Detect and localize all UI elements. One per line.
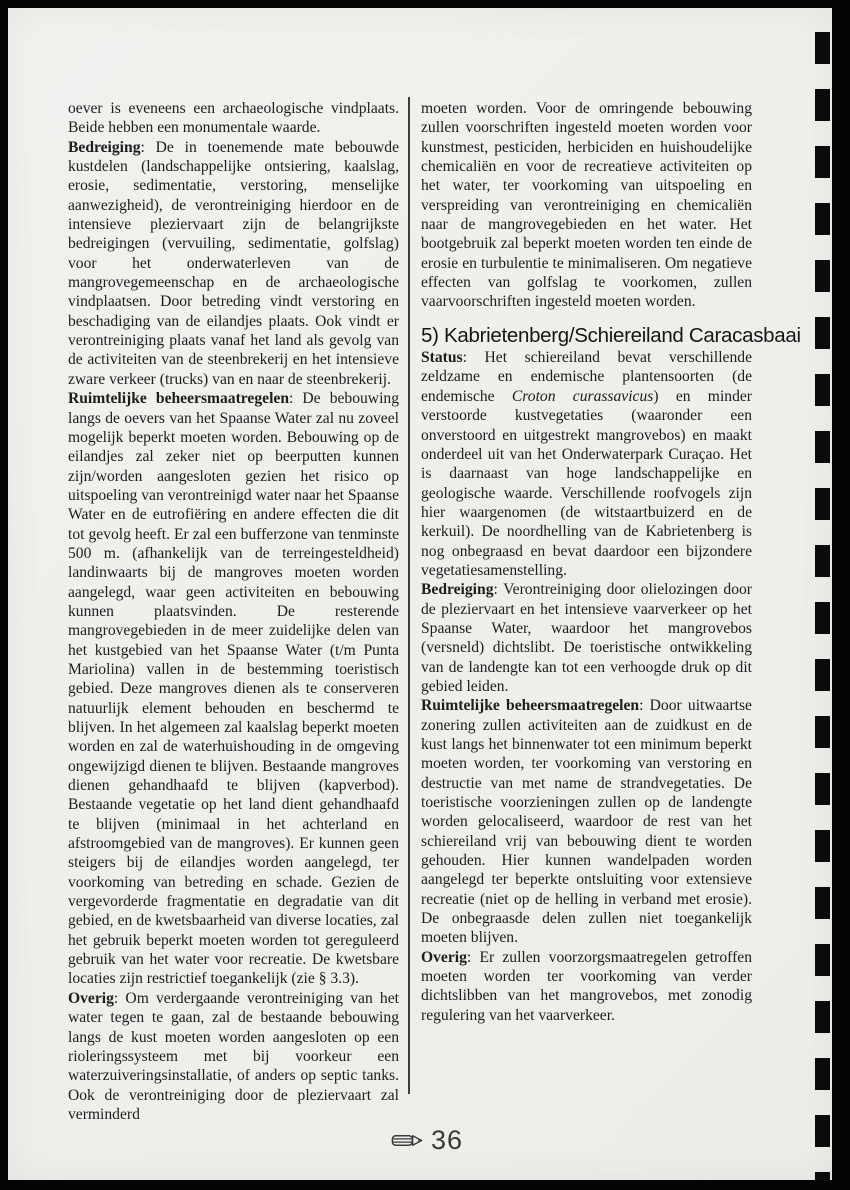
page-number: 36 <box>430 1125 464 1155</box>
paragraph-text: ) en minder verstoorde kustvegetaties (waaronder een onverstoord en uitgestrekt mangrovebos) en maakt onderdeel uit van het Onderwaterpark Curaçao. Het is daarnaast van hoge landschappelijke en geologische waarde. Verschillende roofvogels zijn hier waargenomen (de witstaartbuizerd en de kerkuil). De noordhelling van de Kabrietenberg is nog onbegraasd en bevat daardoor een bijzondere vegetatiesamenstelling. <box>421 387 752 579</box>
binding-marks <box>815 32 830 1180</box>
species-name: Croton curassavicus <box>511 387 654 405</box>
right-column <box>421 99 801 1025</box>
paragraph-beheersmaatregelen <box>421 696 752 947</box>
paragraph-label: Overig <box>421 948 467 966</box>
paragraph-text: : Door uitwaartse zonering zullen activiteiten aan de zuidkust en de kust langs het binnenwater tot een minimum beperkt moeten worden, ter voorkoming van verstoring en destructie van met name de strandvegetaties. De toeristische voorzieningen zullen op de landengte worden gelocaliseerd, waardoor de rest van het schiereiland vrij van bebouwing dient te worden gehouden. Hier kunnen wandelpaden worden aangelegd ter beperkte ontsluiting voor extensieve recreatie (niet op de helling in verband met erosie). De onbegraasde delen zullen niet toegankelijk moeten blijven. <box>421 697 752 947</box>
paragraph-label: Status <box>421 349 463 367</box>
paragraph-overig <box>421 948 752 1025</box>
paragraph-label: Ruimtelijke beheersmaatregelen <box>68 390 289 408</box>
paragraph-continuation <box>68 99 399 138</box>
paragraph-text: : Verontreiniging door olielozingen door de pleziervaart en het intensieve vaarverkeer op het Spaanse Water, waardoor het mangrovebos (versneld) dichtslibt. De toeristische ontwikkeling van de landengte kan tot een verhoogde druk op dit gebied leiden. <box>421 581 752 695</box>
document-page <box>8 8 832 1180</box>
paragraph-label: Bedreiging <box>421 581 494 599</box>
paragraph-overig <box>68 989 399 1124</box>
paragraph-text: oever is eveneens een archaeologische vindplaats. Beide hebben een monumentale waarde. <box>68 100 399 137</box>
paragraph-text: moeten worden. Voor de omringende bebouwing zullen voorschriften ingesteld moeten worden voor kunstmest, pesticiden, herbiciden en huishoudelijke chemicaliën en voor de recreatieve activiteiten op het water, ter voorkoming van uitspoeling en verspreiding van verontreiniging en chemicaliën naar de mangrovegebieden en het water. Het bootgebruik zal beperkt moeten worden ten einde de erosie en turbulentie te minimaliseren. Om negatieve effecten van golfslag te voorkomen, zullen vaarvoorschriften ingesteld moeten worden. <box>421 100 752 311</box>
pencil-icon <box>391 1132 423 1149</box>
paragraph-beheersmaatregelen <box>68 389 399 989</box>
left-column <box>68 99 399 1124</box>
section-heading: 5) Kabrietenberg/Schiereiland Caracasbaai <box>421 323 801 347</box>
page-footer <box>8 1125 832 1156</box>
paragraph-bedreiging <box>421 580 752 696</box>
paragraph-text: : Er zullen voorzorgsmaatregelen getroffen moeten worden ter voorkoming van verder dichtslibben van het mangrovebos, met zonodig regulering van het vaarverkeer. <box>421 948 752 1024</box>
paragraph-status <box>421 348 752 580</box>
paragraph-bedreiging <box>68 138 399 389</box>
paragraph-continuation <box>421 99 752 312</box>
paragraph-text: : Om verdergaande verontreiniging van het water tegen te gaan, zal de bestaande bebouwing langs de kust moeten worden aangesloten op een rioleringssysteem met bij voorkeur een waterzuiveringsinstallatie, of anders op septic tanks. Ook de verontreiniging door de pleziervaart zal verminderd <box>68 989 399 1123</box>
paragraph-label: Overig <box>68 989 114 1007</box>
paragraph-text: : De in toenemende mate bebouwde kustdelen (landschappelijke ontsiering, kaalslag, erosie, sedimentatie, verstoring, menselijke aanwezigheid), de verontreiniging hierdoor en de intensieve pleziervaart zijn de belangrijkste bedreigingen (vervuiling, sedimentatie, golfslag) voor het onderwaterleven van de mangrovegemeenschap en de archaeologische vindplaatsen. Door betreding vindt verstoring en beschadiging van de eilandjes plaats. Ook vindt er verontreiniging plaats vanaf het land als gevolg van de activiteiten van de steenbrekerij en het intensieve zware verkeer (trucks) van en naar de steenbrekerij. <box>68 138 399 388</box>
column-divider <box>408 97 410 1094</box>
paragraph-text: : Het schiereiland bevat verschillende zeldzame en endemische plantensoorten (de endemische <box>421 349 752 405</box>
paragraph-text: : De bebouwing langs de oevers van het Spaanse Water zal nu zoveel mogelijk beperkt moeten worden. Bebouwing op de eilandjes zal zeker niet op beerputten kunnen zijn/worden aangesloten gezien het risico op uitspoeling van verontreinigd water naar het Spaanse Water en de eutrofiëring en andere effecten die dit tot gevolg heeft. Er zal een bufferzone van tenminste 500 m. (afhankelijk van de terreingesteldheid) landinwaarts bij de mangroves moeten worden aangelegd, waar geen activiteiten en bebouwing kunnen plaatsvinden. De resterende mangrovegebieden in de meer zuidelijke delen van het kustgebied van het Spaanse Water (t/m Punta Mariolina) vallen in de bestemming toeristisch gebied. Deze mangroves dienen als te conserveren natuurlijk element behouden en beschermd te blijven. In het algemeen zal kaalslag beperkt moeten worden en zal de waterhuishouding in de omgeving ongewijzigd dienen te blijven. Bestaande mangroves dienen gehandhaafd te blijven (kapverbod). Bestaande vegetatie op het land dient gehandhaafd te blijven (minimaal in het achterland en afstroomgebied van de mangroves). Er kunnen geen steigers bij de eilandjes worden aangelegd, ter voorkoming van betreding en schade. Gezien de vergevorderde fragmentatie en degradatie van dit gebied, en de kwetsbaarheid van diverse locaties, zal het gebruik beperkt moeten worden tot gereguleerd gebruik van het water voor recreatie. De kwetsbare locaties zijn restrictief toegankelijk (zie § 3.3). <box>68 390 399 988</box>
paragraph-label: Ruimtelijke beheersmaatregelen <box>421 697 640 715</box>
paragraph-label: Bedreiging <box>68 138 141 156</box>
